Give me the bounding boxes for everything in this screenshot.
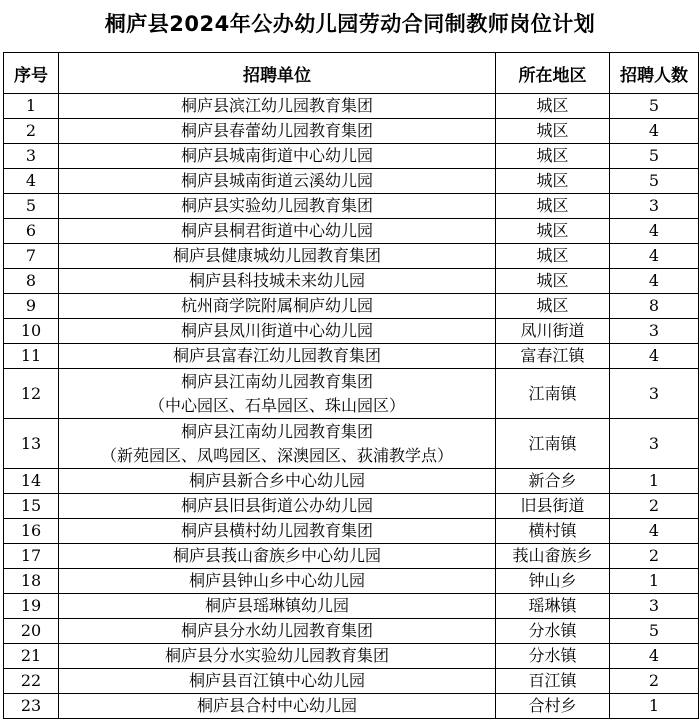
cell-headcount: 3 bbox=[610, 594, 699, 619]
cell-serial-number: 20 bbox=[4, 619, 59, 644]
unit-name-line: （新苑园区、凤鸣园区、深澳园区、荻浦教学点） bbox=[100, 445, 453, 465]
cell-recruiting-unit bbox=[59, 519, 496, 544]
cell-headcount: 2 bbox=[610, 669, 699, 694]
cell-headcount: 5 bbox=[610, 94, 699, 119]
cell-recruiting-unit bbox=[59, 119, 496, 144]
cell-headcount: 4 bbox=[610, 344, 699, 369]
unit-name-line: 桐庐县科技城未来幼儿园 bbox=[188, 271, 365, 290]
cell-headcount: 4 bbox=[610, 519, 699, 544]
cell-recruiting-unit bbox=[59, 269, 496, 294]
unit-name-line: 桐庐县实验幼儿园教育集团 bbox=[180, 196, 373, 215]
cell-serial-number: 23 bbox=[4, 694, 59, 719]
unit-name-line: 桐庐县城南街道中心幼儿园 bbox=[180, 146, 373, 165]
cell-recruiting-unit bbox=[59, 494, 496, 519]
table-row bbox=[4, 269, 699, 294]
unit-name-line: 桐庐县凤川街道中心幼儿园 bbox=[180, 321, 373, 340]
cell-recruiting-unit bbox=[59, 294, 496, 319]
cell-recruiting-unit bbox=[59, 144, 496, 169]
cell-serial-number: 5 bbox=[4, 194, 59, 219]
cell-serial-number: 22 bbox=[4, 669, 59, 694]
header-serial-number: 序号 bbox=[4, 53, 59, 94]
cell-location: 合村乡 bbox=[496, 694, 610, 719]
table-row bbox=[4, 544, 699, 569]
cell-location: 城区 bbox=[496, 94, 610, 119]
unit-name-line: 杭州商学院附属桐庐幼儿园 bbox=[180, 296, 373, 315]
cell-serial-number: 18 bbox=[4, 569, 59, 594]
table-row bbox=[4, 344, 699, 369]
cell-serial-number: 1 bbox=[4, 94, 59, 119]
table-header-row bbox=[4, 53, 699, 94]
table-row bbox=[4, 569, 699, 594]
cell-serial-number: 4 bbox=[4, 169, 59, 194]
cell-serial-number: 16 bbox=[4, 519, 59, 544]
cell-location: 百江镇 bbox=[496, 669, 610, 694]
unit-name-line: 桐庐县分水幼儿园教育集团 bbox=[180, 621, 373, 640]
cell-location: 凤川街道 bbox=[496, 319, 610, 344]
cell-location: 城区 bbox=[496, 219, 610, 244]
cell-headcount: 2 bbox=[610, 494, 699, 519]
table-body bbox=[4, 94, 699, 719]
unit-name-line: 桐庐县健康城幼儿园教育集团 bbox=[172, 246, 381, 265]
table-row bbox=[4, 219, 699, 244]
table-row bbox=[4, 594, 699, 619]
cell-serial-number: 21 bbox=[4, 644, 59, 669]
header-recruiting-unit: 招聘单位 bbox=[59, 53, 496, 94]
unit-name-line: 桐庐县桐君街道中心幼儿园 bbox=[180, 221, 373, 240]
cell-headcount: 3 bbox=[610, 369, 699, 419]
table-row bbox=[4, 469, 699, 494]
cell-recruiting-unit bbox=[59, 94, 496, 119]
cell-location: 江南镇 bbox=[496, 419, 610, 469]
header-location: 所在地区 bbox=[496, 53, 610, 94]
cell-location: 城区 bbox=[496, 269, 610, 294]
header-headcount: 招聘人数 bbox=[610, 53, 699, 94]
unit-name-line: 桐庐县瑶琳镇幼儿园 bbox=[204, 596, 349, 615]
unit-name-line: 桐庐县新合乡中心幼儿园 bbox=[188, 471, 365, 490]
table-row bbox=[4, 294, 699, 319]
cell-serial-number: 2 bbox=[4, 119, 59, 144]
cell-location: 城区 bbox=[496, 144, 610, 169]
cell-headcount: 8 bbox=[610, 294, 699, 319]
cell-recruiting-unit bbox=[59, 219, 496, 244]
cell-serial-number: 6 bbox=[4, 219, 59, 244]
unit-name-line: 桐庐县分水实验幼儿园教育集团 bbox=[164, 646, 389, 665]
cell-serial-number: 19 bbox=[4, 594, 59, 619]
unit-name-line: 桐庐县春蕾幼儿园教育集团 bbox=[180, 121, 373, 140]
cell-headcount: 4 bbox=[610, 119, 699, 144]
cell-location: 横村镇 bbox=[496, 519, 610, 544]
cell-recruiting-unit bbox=[59, 344, 496, 369]
cell-location: 富春江镇 bbox=[496, 344, 610, 369]
cell-location: 瑶琳镇 bbox=[496, 594, 610, 619]
cell-recruiting-unit bbox=[59, 594, 496, 619]
unit-name-line: （中心园区、石阜园区、珠山园区） bbox=[148, 395, 405, 415]
cell-recruiting-unit bbox=[59, 644, 496, 669]
table-row bbox=[4, 694, 699, 719]
cell-serial-number: 11 bbox=[4, 344, 59, 369]
cell-recruiting-unit bbox=[59, 544, 496, 569]
cell-recruiting-unit bbox=[59, 694, 496, 719]
cell-recruiting-unit bbox=[59, 469, 496, 494]
cell-serial-number: 8 bbox=[4, 269, 59, 294]
cell-headcount: 1 bbox=[610, 469, 699, 494]
unit-name-line: 桐庐县合村中心幼儿园 bbox=[196, 696, 357, 715]
cell-headcount: 4 bbox=[610, 219, 699, 244]
cell-location: 钟山乡 bbox=[496, 569, 610, 594]
cell-headcount: 1 bbox=[610, 569, 699, 594]
unit-name-line: 桐庐县旧县街道公办幼儿园 bbox=[180, 496, 373, 515]
cell-recruiting-unit bbox=[59, 319, 496, 344]
cell-serial-number: 9 bbox=[4, 294, 59, 319]
table-row bbox=[4, 644, 699, 669]
unit-name-line: 桐庐县江南幼儿园教育集团 bbox=[180, 371, 373, 391]
cell-location: 分水镇 bbox=[496, 644, 610, 669]
cell-location: 城区 bbox=[496, 194, 610, 219]
cell-location: 城区 bbox=[496, 169, 610, 194]
cell-recruiting-unit bbox=[59, 619, 496, 644]
recruitment-table bbox=[3, 52, 699, 719]
cell-recruiting-unit bbox=[59, 169, 496, 194]
cell-location: 莪山畲族乡 bbox=[496, 544, 610, 569]
cell-recruiting-unit bbox=[59, 369, 496, 419]
cell-serial-number: 3 bbox=[4, 144, 59, 169]
cell-headcount: 5 bbox=[610, 169, 699, 194]
unit-name-line: 桐庐县莪山畲族乡中心幼儿园 bbox=[172, 546, 381, 565]
table-row bbox=[4, 419, 699, 469]
cell-serial-number: 13 bbox=[4, 419, 59, 469]
cell-headcount: 4 bbox=[610, 269, 699, 294]
unit-name-line: 桐庐县城南街道云溪幼儿园 bbox=[180, 171, 373, 190]
table-row bbox=[4, 244, 699, 269]
document-title: 桐庐县2024年公办幼儿园劳动合同制教师岗位计划 bbox=[104, 12, 596, 36]
cell-headcount: 3 bbox=[610, 419, 699, 469]
cell-serial-number: 17 bbox=[4, 544, 59, 569]
unit-name-line: 桐庐县横村幼儿园教育集团 bbox=[180, 521, 373, 540]
cell-location: 旧县街道 bbox=[496, 494, 610, 519]
cell-headcount: 4 bbox=[610, 644, 699, 669]
unit-name-line: 桐庐县百江镇中心幼儿园 bbox=[188, 671, 365, 690]
cell-headcount: 3 bbox=[610, 319, 699, 344]
cell-headcount: 4 bbox=[610, 244, 699, 269]
cell-recruiting-unit bbox=[59, 419, 496, 469]
cell-serial-number: 14 bbox=[4, 469, 59, 494]
cell-location: 新合乡 bbox=[496, 469, 610, 494]
cell-headcount: 5 bbox=[610, 144, 699, 169]
cell-serial-number: 15 bbox=[4, 494, 59, 519]
unit-name-line: 桐庐县富春江幼儿园教育集团 bbox=[172, 346, 381, 365]
cell-headcount: 2 bbox=[610, 544, 699, 569]
cell-headcount: 5 bbox=[610, 619, 699, 644]
cell-location: 城区 bbox=[496, 244, 610, 269]
cell-recruiting-unit bbox=[59, 569, 496, 594]
cell-headcount: 1 bbox=[610, 694, 699, 719]
table-row bbox=[4, 369, 699, 419]
cell-location: 城区 bbox=[496, 119, 610, 144]
table-row bbox=[4, 94, 699, 119]
cell-recruiting-unit bbox=[59, 194, 496, 219]
cell-location: 分水镇 bbox=[496, 619, 610, 644]
table-row bbox=[4, 519, 699, 544]
table-row bbox=[4, 194, 699, 219]
unit-name-line: 桐庐县滨江幼儿园教育集团 bbox=[180, 96, 373, 115]
cell-location: 江南镇 bbox=[496, 369, 610, 419]
unit-name-line: 桐庐县江南幼儿园教育集团 bbox=[180, 421, 373, 441]
table-row bbox=[4, 494, 699, 519]
table-row bbox=[4, 169, 699, 194]
cell-serial-number: 10 bbox=[4, 319, 59, 344]
table-row bbox=[4, 144, 699, 169]
table-row bbox=[4, 319, 699, 344]
unit-name-line: 桐庐县钟山乡中心幼儿园 bbox=[188, 571, 365, 590]
cell-serial-number: 7 bbox=[4, 244, 59, 269]
cell-serial-number: 12 bbox=[4, 369, 59, 419]
table-row bbox=[4, 669, 699, 694]
cell-recruiting-unit bbox=[59, 244, 496, 269]
cell-recruiting-unit bbox=[59, 669, 496, 694]
cell-headcount: 3 bbox=[610, 194, 699, 219]
table-row bbox=[4, 619, 699, 644]
table-row bbox=[4, 119, 699, 144]
cell-location: 城区 bbox=[496, 294, 610, 319]
